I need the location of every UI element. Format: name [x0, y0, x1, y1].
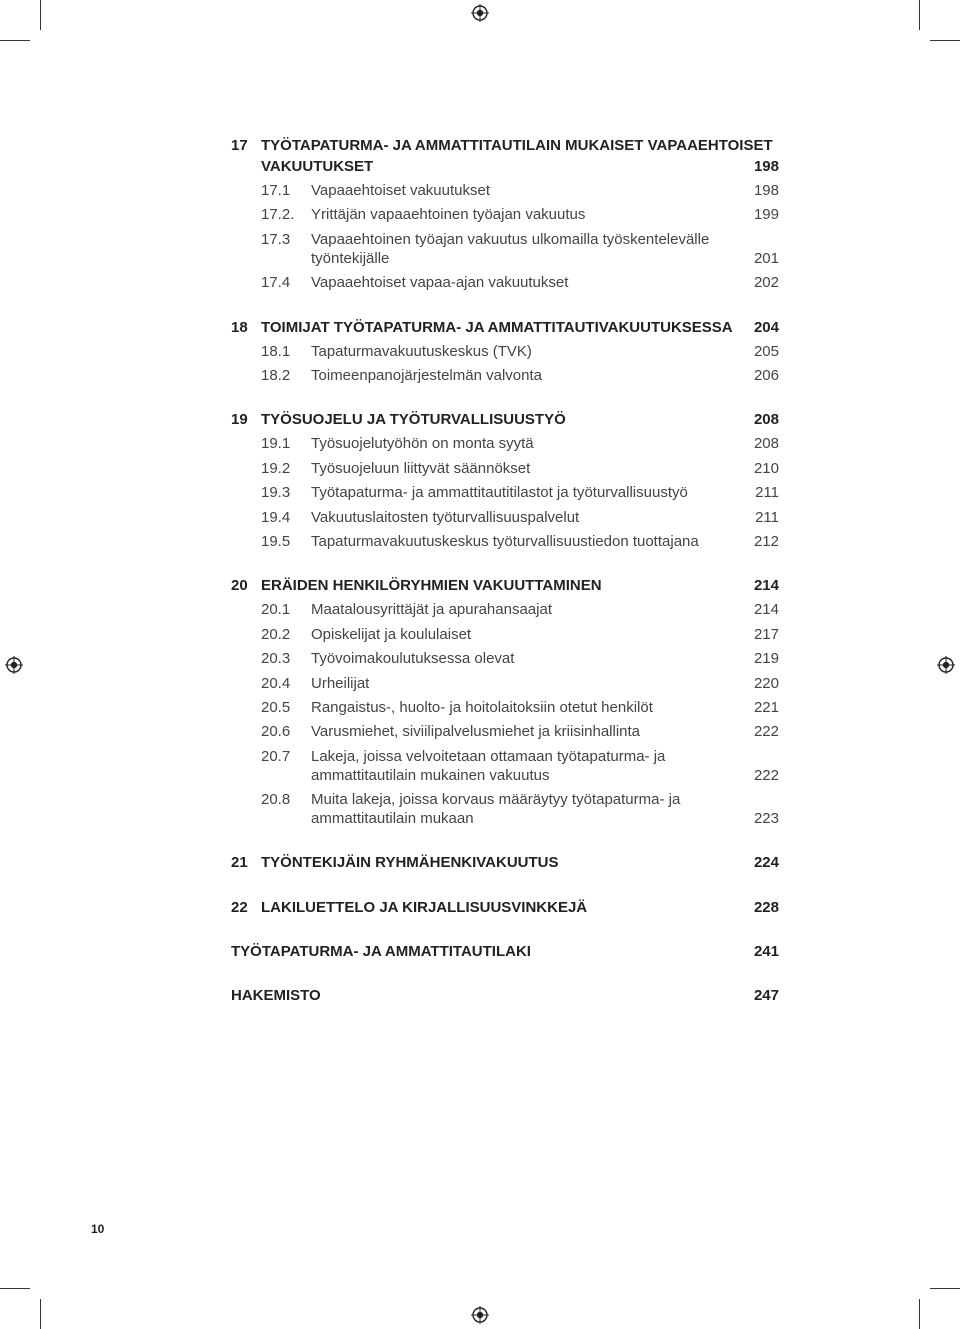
toc-section: [0, 181, 960, 201]
toc-law-text: [0, 942, 960, 962]
toc-title: Rangaistus-, huolto- ja hoitolaitoksiin otetut henkilöt: [311, 699, 653, 716]
toc-page: 211: [755, 484, 779, 501]
toc-section: [0, 747, 960, 767]
toc-title: Varusmiehet, siviilipalvelusmiehet ja kriisinhallinta: [311, 723, 641, 740]
toc-chapter-22: [0, 898, 960, 918]
toc-page: 241: [753, 943, 779, 960]
toc-page: 220: [753, 675, 779, 692]
toc-title: Yrittäjän vapaaehtoinen työajan vakuutus: [311, 206, 586, 223]
toc-number: 20.6: [261, 723, 291, 740]
toc-number: 20.5: [261, 699, 291, 716]
toc-page: 201: [753, 250, 779, 267]
toc-title: Työvoimakoulutuksessa olevat: [311, 650, 515, 667]
toc-title: TYÖNTEKIJÄIN RYHMÄHENKIVAKUUTUS: [261, 854, 559, 871]
toc-page: 208: [753, 435, 779, 452]
toc-chapter-20: [0, 576, 960, 596]
toc-title: Maatalousyrittäjät ja apurahansaajat: [311, 601, 552, 618]
toc-section: [0, 508, 960, 528]
toc-number: 20.3: [261, 650, 291, 667]
crop-mark: [40, 1299, 41, 1329]
toc-section: [0, 483, 960, 503]
toc-section: [0, 698, 960, 718]
toc-page: 228: [753, 899, 779, 916]
crop-mark: [930, 40, 960, 41]
toc-section: [0, 366, 960, 386]
toc-title: TYÖSUOJELU JA TYÖTURVALLISUUSTYÖ: [261, 411, 566, 428]
toc-number: 19: [231, 411, 248, 428]
toc-page: 210: [753, 460, 779, 477]
toc-title: Opiskelijat ja koululaiset: [311, 626, 472, 643]
toc-chapter-17-cont: [0, 157, 960, 177]
toc-section: [0, 674, 960, 694]
toc-chapter-21: [0, 853, 960, 873]
toc-section: [0, 790, 960, 810]
toc-number: 19.4: [261, 509, 291, 526]
toc-title: LAKILUETTELO JA KIRJALLISUUSVINKKEJÄ: [261, 899, 588, 916]
crop-mark: [919, 0, 920, 30]
toc-page: 224: [753, 854, 779, 871]
toc-index: [0, 986, 960, 1006]
toc-title: Lakeja, joissa velvoitetaan ottamaan työtapaturma- ja: [311, 748, 666, 765]
toc-title: TYÖTAPATURMA- JA AMMATTITAUTILAIN MUKAISET VAPAAEHTOISET: [261, 137, 773, 154]
toc-section: [0, 205, 960, 225]
crop-mark: [930, 1288, 960, 1289]
toc-number: 19.5: [261, 533, 291, 550]
toc-number: 20.8: [261, 791, 291, 808]
toc-section: [0, 230, 960, 250]
toc-page: 222: [753, 723, 779, 740]
toc-title: TOIMIJAT TYÖTAPATURMA- JA AMMATTITAUTIVAKUUTUKSESSA: [261, 319, 733, 336]
registration-mark-icon: [471, 4, 489, 22]
toc-number: 20.1: [261, 601, 291, 618]
toc-number: 18: [231, 319, 248, 336]
toc-page: 222: [753, 767, 779, 784]
page-number: 10: [91, 1222, 105, 1236]
toc-page: 214: [753, 577, 779, 594]
toc-title: VAKUUTUKSET: [261, 158, 374, 175]
toc-section: [0, 342, 960, 362]
toc-section: [0, 434, 960, 454]
toc-number: 19.1: [261, 435, 291, 452]
toc-title: Työsuojeluun liittyvät säännökset: [311, 460, 531, 477]
toc-number: 22: [231, 899, 248, 916]
toc-section: [0, 649, 960, 669]
toc-page: 205: [753, 343, 779, 360]
toc-page: 214: [753, 601, 779, 618]
toc-page: 221: [753, 699, 779, 716]
toc-title: Toimeenpanojärjestelmän valvonta: [311, 367, 542, 384]
toc-page: 212: [753, 533, 779, 550]
toc-number: 18.2: [261, 367, 291, 384]
toc-page: 206: [753, 367, 779, 384]
toc-title: ammattitautilain mukainen vakuutus: [311, 767, 550, 784]
toc-section: [0, 722, 960, 742]
toc-number: 18.1: [261, 343, 291, 360]
registration-mark-icon: [471, 1306, 489, 1324]
toc-page: 223: [753, 810, 779, 827]
toc-chapter-18: [0, 318, 960, 338]
toc-title: Tapaturmavakuutuskeskus (TVK): [311, 343, 532, 360]
toc-number: 19.2: [261, 460, 291, 477]
toc-title: Työsuojelutyöhön on monta syytä: [311, 435, 534, 452]
toc-title: HAKEMISTO: [231, 987, 321, 1004]
toc-section-cont: [0, 809, 960, 829]
toc-page: 199: [753, 206, 779, 223]
toc-number: 19.3: [261, 484, 291, 501]
toc-title: ammattitautilain mukaan: [311, 810, 474, 827]
toc-section: [0, 273, 960, 293]
toc-chapter-19: [0, 410, 960, 430]
toc-title: Vapaaehtoinen työajan vakuutus ulkomailla työskentelevälle: [311, 231, 710, 248]
toc-number: 17: [231, 137, 248, 154]
toc-page: 198: [753, 182, 779, 199]
crop-mark: [0, 40, 30, 41]
toc-page: 217: [753, 626, 779, 643]
toc-number: 17.3: [261, 231, 291, 248]
toc-section: [0, 600, 960, 620]
toc-section: [0, 625, 960, 645]
toc-page: 247: [753, 987, 779, 1004]
toc-title: Tapaturmavakuutuskeskus työturvallisuustiedon tuottajana: [311, 533, 699, 550]
toc-number: 20.7: [261, 748, 291, 765]
toc-number: 20.2: [261, 626, 291, 643]
toc-title: Urheilijat: [311, 675, 370, 692]
toc-number: 20.4: [261, 675, 291, 692]
toc-title: Muita lakeja, joissa korvaus määräytyy työtapaturma- ja: [311, 791, 681, 808]
toc-page: 219: [753, 650, 779, 667]
toc-title: Vakuutuslaitosten työturvallisuuspalvelut: [311, 509, 580, 526]
toc-number: 17.2.: [261, 206, 295, 223]
crop-mark: [40, 0, 41, 30]
toc-section: [0, 459, 960, 479]
toc-number: 17.4: [261, 274, 291, 291]
toc-page: 198: [753, 158, 779, 175]
toc-section-cont: [0, 249, 960, 269]
toc-page: 204: [753, 319, 779, 336]
toc-title: työntekijälle: [311, 250, 390, 267]
crop-mark: [919, 1299, 920, 1329]
toc-number: 21: [231, 854, 248, 871]
toc-title: Vapaaehtoiset vakuutukset: [311, 182, 491, 199]
toc-section-cont: [0, 766, 960, 786]
toc-page: 202: [753, 274, 779, 291]
toc-page: 208: [753, 411, 779, 428]
toc-number: 17.1: [261, 182, 291, 199]
toc-title: Työtapaturma- ja ammattitautitilastot ja työturvallisuustyö: [311, 484, 688, 501]
toc-page: 211: [755, 509, 779, 526]
toc-title: TYÖTAPATURMA- JA AMMATTITAUTILAKI: [231, 943, 531, 960]
toc-chapter-17: [0, 136, 960, 156]
toc-title: ERÄIDEN HENKILÖRYHMIEN VAKUUTTAMINEN: [261, 577, 602, 594]
toc-number: 20: [231, 577, 248, 594]
toc-section: [0, 532, 960, 552]
toc-title: Vapaaehtoiset vapaa-ajan vakuutukset: [311, 274, 569, 291]
crop-mark: [0, 1288, 30, 1289]
